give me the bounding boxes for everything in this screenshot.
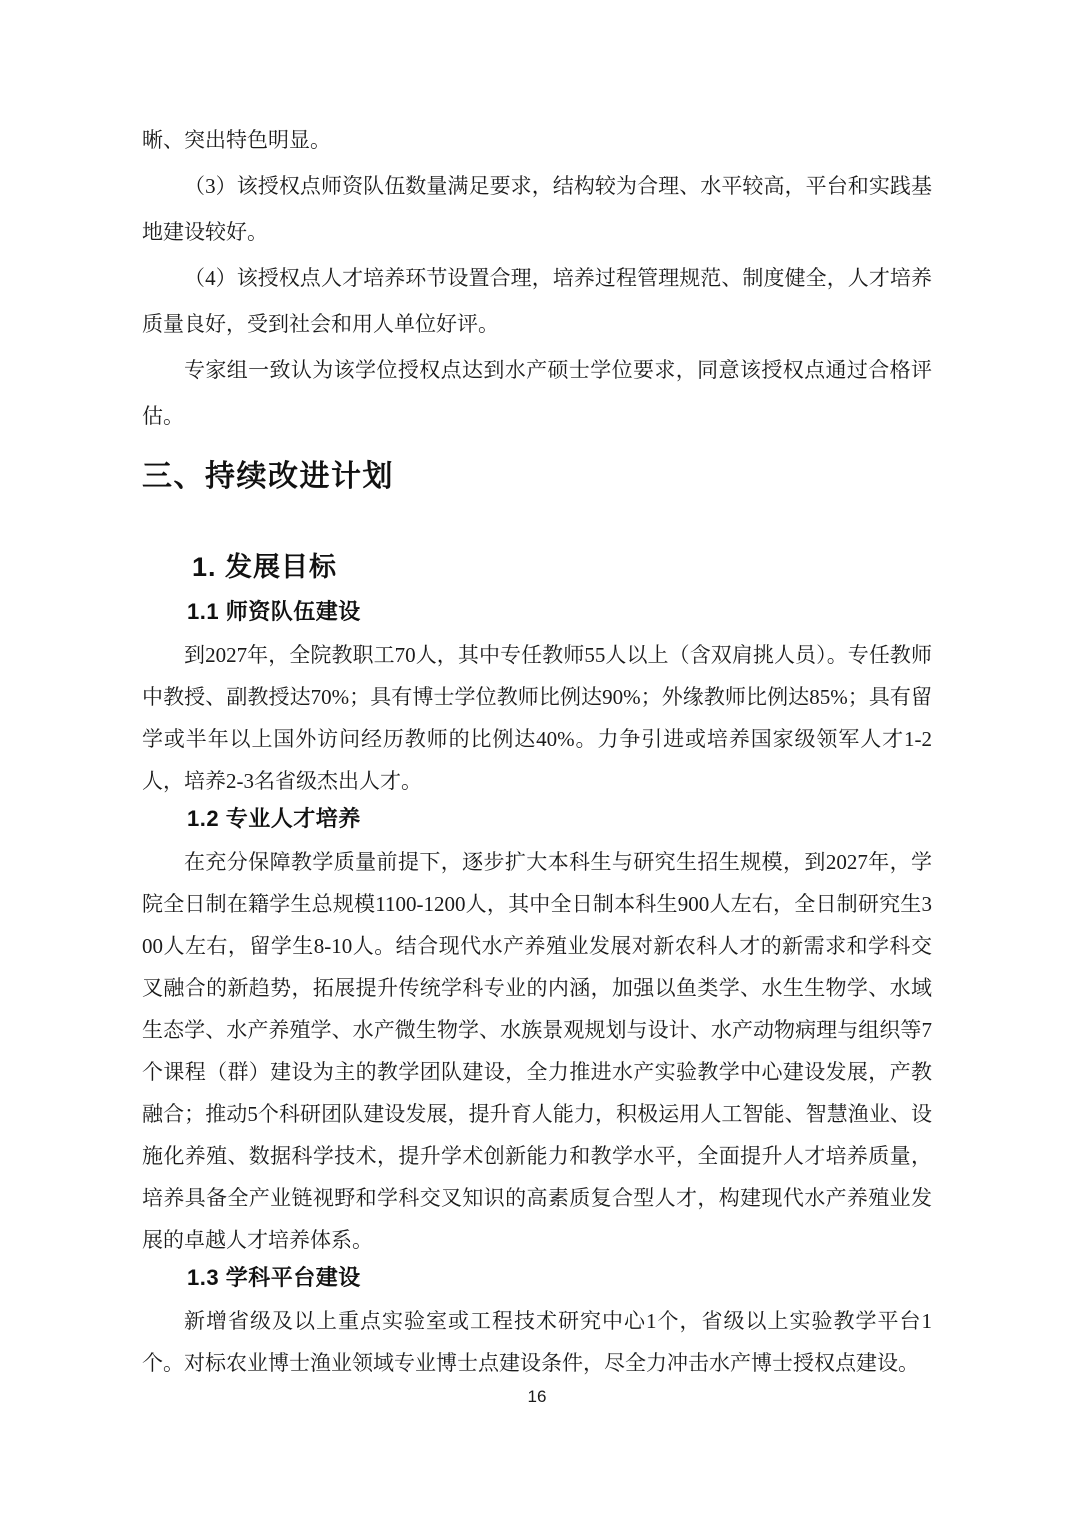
subsection-heading-1: 1. 发展目标: [192, 552, 338, 582]
paragraph-conclusion: 专家组一致认为该学位授权点达到水产硕士学位要求，同意该授权点通过合格评估。: [142, 358, 932, 428]
paragraph-point-3: （3）该授权点师资队伍数量满足要求，结构较为合理、水平较高，平台和实践基地建设较好。: [142, 174, 932, 244]
paragraph-point-4: （4）该授权点人才培养环节设置合理，培养过程管理规范、制度健全，人才培养质量良好，受到社会和用人单位好评。: [142, 266, 932, 336]
subsubsection-heading-1-2: 1.2 专业人才培养: [187, 806, 361, 831]
subsubsection-heading-1-1: 1.1 师资队伍建设: [187, 599, 361, 624]
paragraph-1-3: 新增省级及以上重点实验室或工程技术研究中心1个，省级以上实验教学平台1个。对标农业博士渔业领域专业博士点建设条件，尽全力冲击水产博士授权点建设。: [142, 1309, 932, 1375]
paragraph-continuation: 晰、突出特色明显。: [142, 128, 331, 152]
paragraph-1-1: 到2027年，全院教职工70人，其中专任教师55人以上（含双肩挑人员）。专任教师中教授、副教授达70%；具有博士学位教师比例达90%；外缘教师比例达85%；具有留学或半年以上国外访问经历教师的比例达40%。力争引进或培养国家级领军人才1-2人，培养2-3名省级杰出人才。: [142, 643, 932, 793]
subsubsection-heading-1-3: 1.3 学科平台建设: [187, 1265, 361, 1290]
section-heading: 三、持续改进计划: [142, 460, 394, 493]
paragraph-1-2: 在充分保障教学质量前提下，逐步扩大本科生与研究生招生规模，到2027年，学院全日制在籍学生总规模1100-1200人，其中全日制本科生900人左右，全日制研究生300人左右，留学生8-10人。结合现代水产养殖业发展对新农科人才的新需求和学科交叉融合的新趋势，拓展提升传统学科专业的内涵，加强以鱼类学、水生生物学、水域生态学、水产养殖学、水产微生物学、水族景观规划与设计、水产动物病理与组织等7个课程（群）建设为主的教学团队建设，全力推进水产实验教学中心建设发展，产教融合；推动5个科研团队建设发展，提升育人能力，积极运用人工智能、智慧渔业、设施化养殖、数据科学技术，提升学术创新能力和教学水平，全面提升人才培养质量，培养具备全产业链视野和学科交叉知识的高素质复合型人才，构建现代水产养殖业发展的卓越人才培养体系。: [142, 850, 932, 1252]
page-number: 16: [527, 1387, 547, 1406]
